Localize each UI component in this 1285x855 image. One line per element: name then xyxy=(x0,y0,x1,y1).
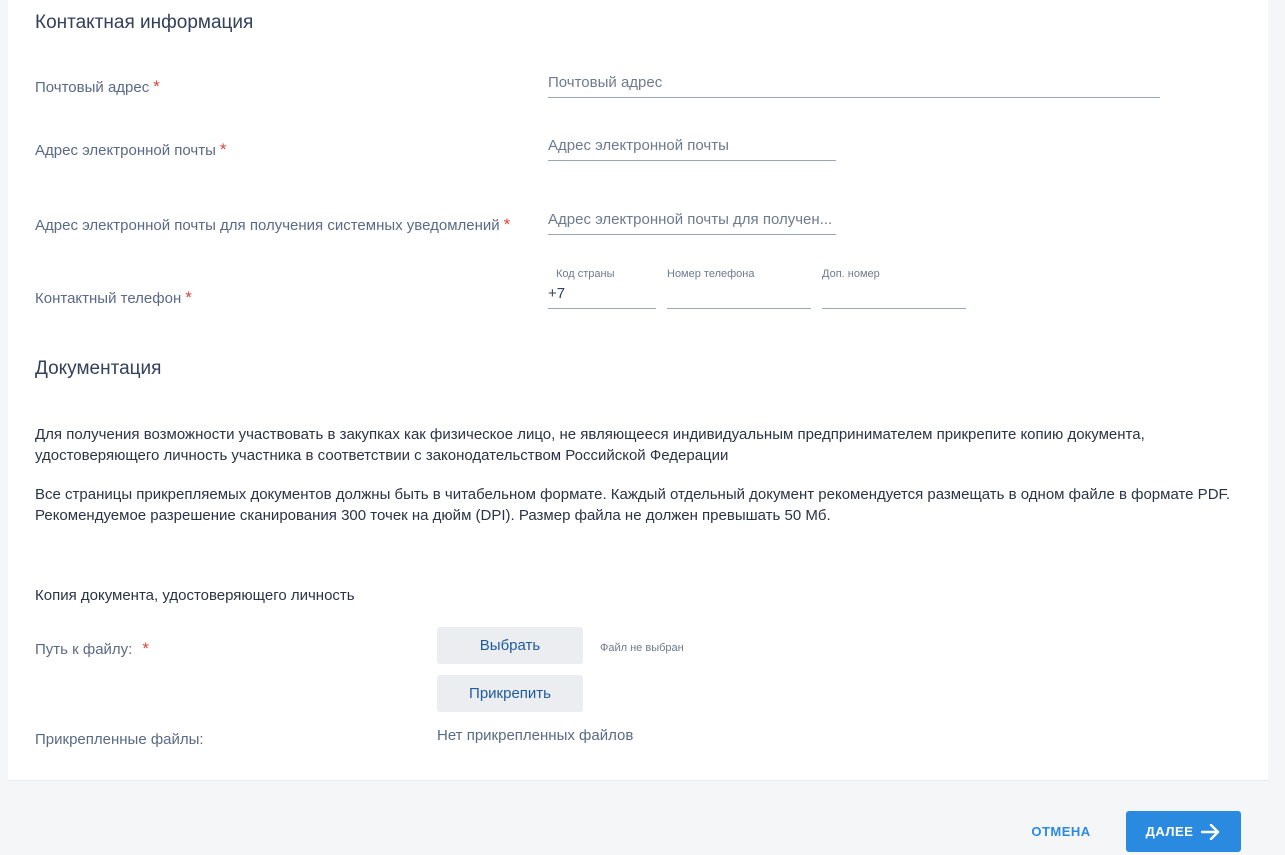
extension-label: Доп. номер xyxy=(822,268,880,280)
arrow-right-icon xyxy=(1201,824,1221,840)
required-mark: * xyxy=(185,288,192,307)
file-status-text: Файл не выбран xyxy=(600,642,684,654)
phone-number-input[interactable] xyxy=(667,283,811,309)
cancel-button[interactable]: ОТМЕНА xyxy=(1020,817,1102,845)
attach-file-button[interactable]: Прикрепить xyxy=(437,675,583,712)
phone-number-label: Номер телефона xyxy=(667,268,755,280)
id-copy-title: Копия документа, удостоверяющего личность xyxy=(35,587,355,604)
notify-email-input[interactable] xyxy=(548,209,836,235)
documents-section-title: Документация xyxy=(35,358,162,379)
form-card xyxy=(8,0,1268,781)
email-input[interactable] xyxy=(548,135,836,161)
documents-requirements-text: Все страницы прикрепляемых документов должны быть в читабельном формате. Каждый отдельный документ рекомендуется размещать в одном файле в формате PDF. Рекомендуемое разрешение сканирования 300 точек на дюйм (DPI). Размер файла не должен превышать 50 Мб. xyxy=(35,486,1231,524)
file-path-label xyxy=(35,639,149,659)
next-button-label: ДАЛЕЕ xyxy=(1145,824,1194,839)
country-code-label: Код страны xyxy=(556,268,615,280)
email-label-text: Адрес электронной почты xyxy=(35,142,216,159)
notify-email-label xyxy=(35,215,510,235)
attached-files-label: Прикрепленные файлы: xyxy=(35,731,204,748)
phone-label xyxy=(35,288,192,308)
postal-address-input[interactable] xyxy=(548,72,1160,98)
file-path-label-text: Путь к файлу: xyxy=(35,641,133,658)
required-mark: * xyxy=(219,140,227,159)
email-label xyxy=(35,140,227,160)
attached-files-value: Нет прикрепленных файлов xyxy=(437,727,634,744)
required-mark: * xyxy=(142,639,149,658)
postal-address-label-text: Почтовый адрес xyxy=(35,79,150,96)
notify-email-label-text: Адрес электронной почты для получения системных уведомлений xyxy=(35,217,500,234)
postal-address-label xyxy=(35,77,160,97)
required-mark: * xyxy=(503,215,511,234)
contact-section-title: Контактная информация xyxy=(35,12,254,33)
documents-intro-text: Для получения возможности участвовать в закупках как физическое лицо, не являющееся индивидуальным предпринимателем прикрепите копию документа, удостоверяющего личность участника в соответствии с законодательством Российской Федерации xyxy=(35,426,1145,464)
next-button[interactable] xyxy=(1126,811,1241,852)
country-code-input[interactable] xyxy=(548,283,656,309)
extension-input[interactable] xyxy=(822,283,966,309)
choose-file-button[interactable]: Выбрать xyxy=(437,627,583,664)
required-mark: * xyxy=(153,77,160,96)
phone-label-text: Контактный телефон xyxy=(35,290,182,307)
